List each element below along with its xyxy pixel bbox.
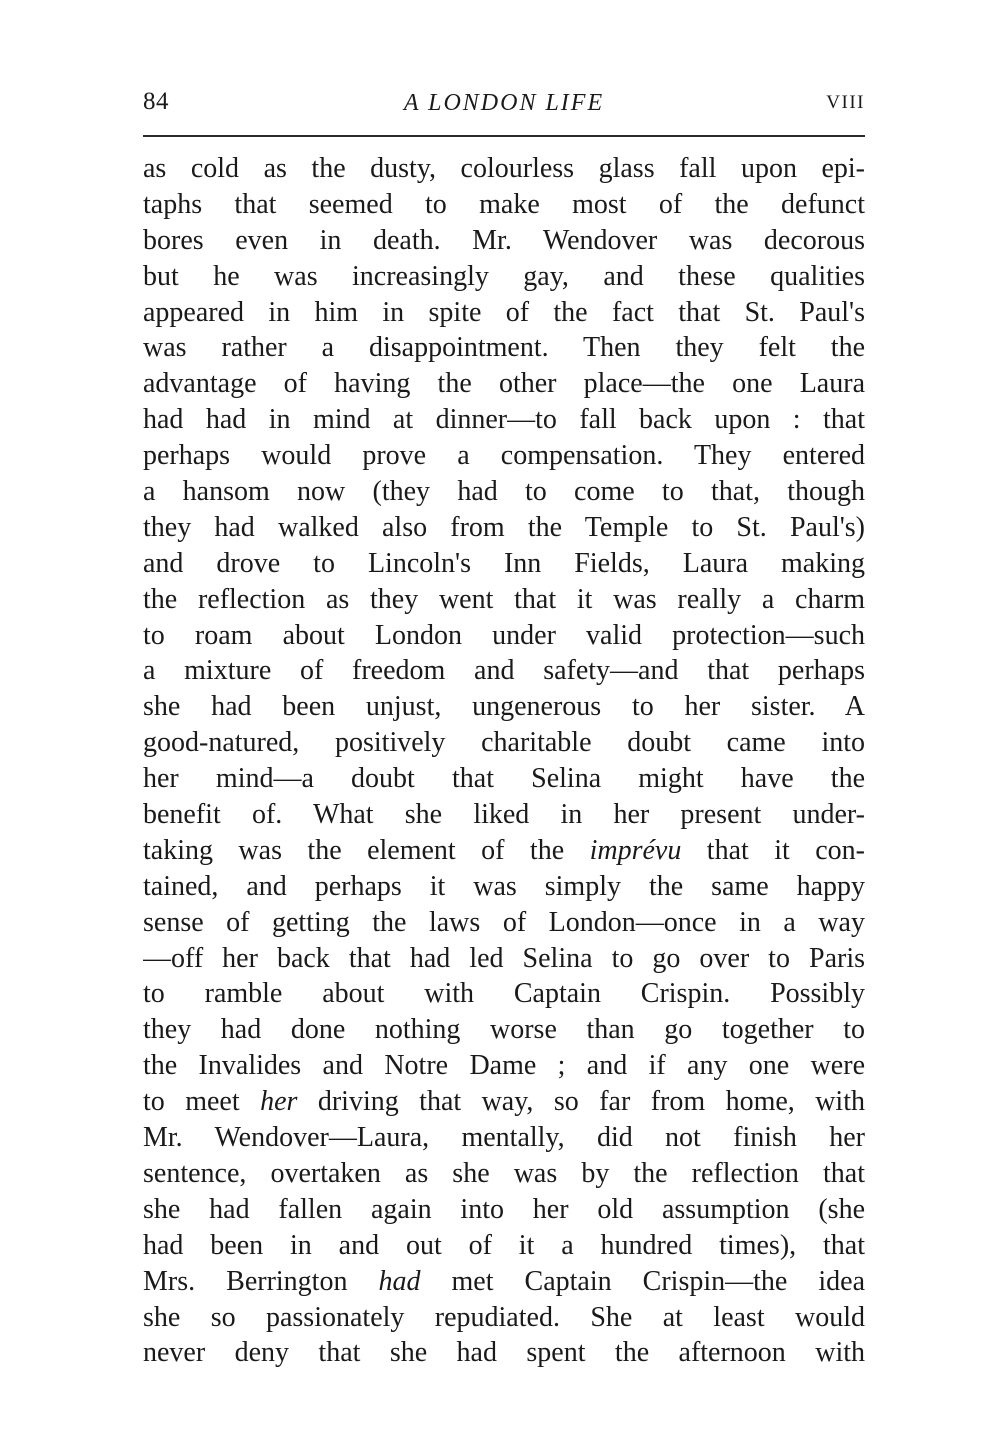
text-line: her mind—a doubt that Selina might have the <box>143 763 865 795</box>
text-line: had been in and out of it a hundred times), that <box>143 1229 865 1261</box>
running-head <box>143 88 865 128</box>
text-line: she so passionately repudiated. She at least would <box>143 1301 865 1333</box>
page-number: 84 <box>143 88 169 115</box>
text-line: appeared in him in spite of the fact that St. Paul's <box>143 296 865 328</box>
italic-word: her <box>260 1086 298 1118</box>
text-line: to meet her driving that way, so far from home, with <box>143 1086 865 1118</box>
text-line: was rather a disappointment. Then they felt the <box>143 332 865 364</box>
body-text <box>143 151 865 1371</box>
text-line: the Invalides and Notre Dame ; and if any one were <box>143 1050 865 1082</box>
text-line: to ramble about with Captain Crispin. Possibly <box>143 978 865 1010</box>
text-line: they had done nothing worse than go together to <box>143 1014 865 1046</box>
text-line: but he was increasingly gay, and these qualities <box>143 260 865 292</box>
text-line: she had fallen again into her old assumption (she <box>143 1193 865 1225</box>
text-line: good-natured, positively charitable doubt came into <box>143 727 865 759</box>
text-line: bores even in death. Mr. Wendover was decorous <box>143 224 865 256</box>
text-line: benefit of. What she liked in her present under- <box>143 799 865 831</box>
italic-word: imprévu <box>589 834 682 866</box>
text-line: to roam about London under valid protection—such <box>143 619 865 651</box>
book-title: A LONDON LIFE <box>403 90 605 116</box>
text-line: Mr. Wendover—Laura, mentally, did not finish her <box>143 1122 865 1154</box>
text-line: advantage of having the other place—the one Laura <box>143 368 865 400</box>
text-line: taking was the element of the imprévu that it con- <box>143 834 865 866</box>
text-line: sense of getting the laws of London—once in a way <box>143 906 865 938</box>
text-line: had had in mind at dinner—to fall back upon : that <box>143 404 865 436</box>
text-line: a mixture of freedom and safety—and that perhaps <box>143 655 865 687</box>
text-line: sentence, overtaken as she was by the reflection that <box>143 1157 865 1189</box>
text-line: tained, and perhaps it was simply the same happy <box>143 870 865 902</box>
chapter-number: VIII <box>826 92 865 113</box>
text-line: never deny that she had spent the afternoon with <box>143 1337 865 1369</box>
text-line: —off her back that had led Selina to go over to Paris <box>143 942 865 974</box>
text-line: they had walked also from the Temple to St. Paul's) <box>143 511 865 543</box>
text-line: taphs that seemed to make most of the defunct <box>143 188 865 220</box>
text-line: and drove to Lincoln's Inn Fields, Laura making <box>143 547 865 579</box>
text-line: the reflection as they went that it was really a charm <box>143 583 865 615</box>
text-line: a hansom now (they had to come to that, though <box>143 476 865 508</box>
text-line: perhaps would prove a compensation. They entered <box>143 440 865 472</box>
text-line: Mrs. Berrington had met Captain Crispin—the idea <box>143 1265 865 1297</box>
header-rule <box>143 135 865 137</box>
text-line: she had been unjust, ungenerous to her sister. A <box>143 691 865 723</box>
text-line: as cold as the dusty, colourless glass fall upon epi- <box>143 153 865 184</box>
italic-word: had <box>378 1265 421 1297</box>
